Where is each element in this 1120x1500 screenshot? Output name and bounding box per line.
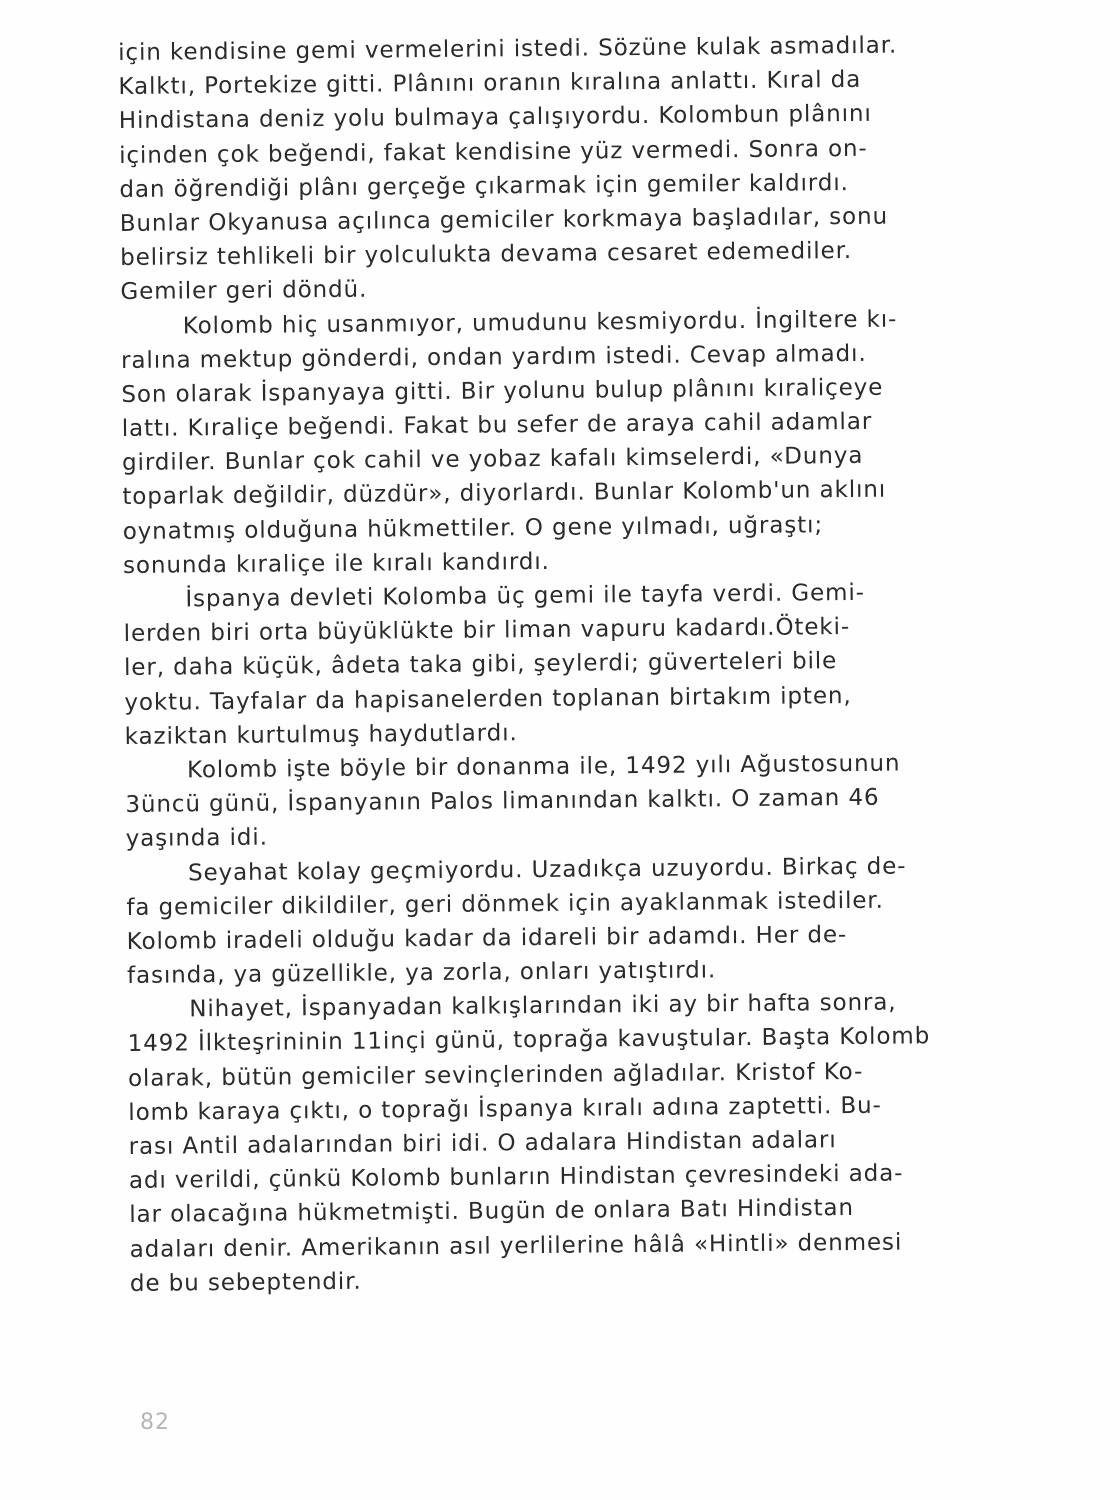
body-text bbox=[118, 27, 1030, 1301]
text-line: Kalktı, Portekize gitti. Plânını oranın kıralına anlattı. Kıral da bbox=[118, 67, 862, 101]
text-line: rası Antil adalarından biri idi. O adalara Hindistan adaları bbox=[128, 1127, 837, 1160]
text-line: girdiler. Bunlar çok cahil ve yobaz kafalı kimselerdi, «Dunya bbox=[121, 443, 864, 477]
text-line: Hindistana deniz yolu bulmaya çalışıyordu. Kolombun plânını bbox=[118, 101, 872, 135]
text-line: ralına mektup gönderdi, ondan yardım istedi. Cevap almadı. bbox=[120, 340, 867, 374]
text-line: için kendisine gemi vermelerini istedi. Sözüne kulak asmadılar. bbox=[118, 32, 898, 66]
text-line: lerden biri orta büyüklükte bir liman vapuru kadardı.Öteki- bbox=[123, 614, 851, 648]
text-line: de bu sebeptendir. bbox=[129, 1268, 362, 1297]
text-line: Gemiler geri döndü. bbox=[120, 276, 368, 306]
paragraph-start: Seyahat kolay geçmiyordu. Uzadıkça uzuyordu. Birkaç de- bbox=[187, 852, 907, 886]
text-line: 1492 İlkteşrininin 11inçi günü, toprağa kavuştular. Başta Kolomb bbox=[127, 1023, 931, 1058]
text-line: ler, daha küçük, âdeta taka gibi, şeylerdi; güverteleri bile bbox=[123, 648, 838, 682]
text-line: yaşında idi. bbox=[125, 824, 268, 853]
text-line: Kolomb iradeli olduğu kadar da idareli bir adamdı. Her de- bbox=[126, 921, 848, 955]
text-line: Son olarak İspanyaya gitti. Bir yolunu bulup plânını kıraliçeye bbox=[121, 374, 884, 408]
text-line: kaziktan kurtulmuş haydutlardı. bbox=[124, 719, 518, 750]
text-line: yoktu. Tayfalar da hapisanelerden toplanan birtakım ipten, bbox=[124, 682, 852, 716]
text-line: lomb karaya çıktı, o toprağı İspanya kıralı adına zaptetti. Bu- bbox=[128, 1092, 882, 1126]
text-line: oynatmış olduğuna hükmettiler. O gene yılmadı, uğraştı; bbox=[122, 511, 824, 545]
text-line: olarak, bütün gemiciler sevinçlerinden ağladılar. Kristof Ko- bbox=[127, 1058, 864, 1092]
text-line: fasında, ya güzellikle, ya zorla, onları yatıştırdı. bbox=[126, 957, 717, 990]
text-line: toparlak değildir, düzdür», diyorlardı. Bunlar Kolomb'un aklını bbox=[122, 477, 887, 511]
text-line: adı verildi, çünkü Kolomb bunların Hindistan çevresindeki ada- bbox=[128, 1160, 904, 1195]
text-line: adaları denir. Amerikanın asıl yerlilerine hâlâ «Hintli» denmesi bbox=[129, 1229, 903, 1263]
text-line: lar olacağına hükmetmişti. Bugün de onlara Batı Hindistan bbox=[129, 1195, 855, 1229]
page-number: 82 bbox=[140, 1410, 170, 1435]
text-line: lattı. Kıraliçe beğendi. Fakat bu sefer de araya cahil adamlar bbox=[121, 408, 873, 443]
text-line: belirsiz tehlikeli bir yolculukta devama cesaret edemediler. bbox=[120, 238, 853, 272]
text-line: dan öğrendiği plânı gerçeğe çıkarmak için gemiler kaldırdı. bbox=[119, 169, 849, 203]
text-line: sonunda kıraliçe ile kıralı kandırdı. bbox=[122, 548, 550, 579]
paragraph-start: Nihayet, İspanyadan kalkışlarından iki ay bir hafta sonra, bbox=[189, 989, 897, 1023]
text-line: 3üncü günü, İspanyanın Palos limanından kalktı. O zaman 46 bbox=[125, 784, 880, 819]
paragraph-start: İspanya devleti Kolomba üç gemi ile tayfa verdi. Gemi- bbox=[185, 579, 866, 613]
text-line: Bunlar Okyanusa açılınca gemiciler korkmaya başladılar, sonu bbox=[119, 203, 889, 237]
text-line: içinden çok beğendi, fakat kendisine yüz vermedi. Sonra on- bbox=[119, 135, 868, 169]
paragraph-start: Kolomb hiç usanmıyor, umudunu kesmiyordu. İngiltere kı- bbox=[182, 306, 898, 339]
paragraph-start: Kolomb işte böyle bir donanma ile, 1492 yılı Ağustosunun bbox=[186, 750, 901, 784]
text-line: fa gemiciler dikildiler, geri dönmek için ayaklanmak istediler. bbox=[126, 887, 884, 921]
